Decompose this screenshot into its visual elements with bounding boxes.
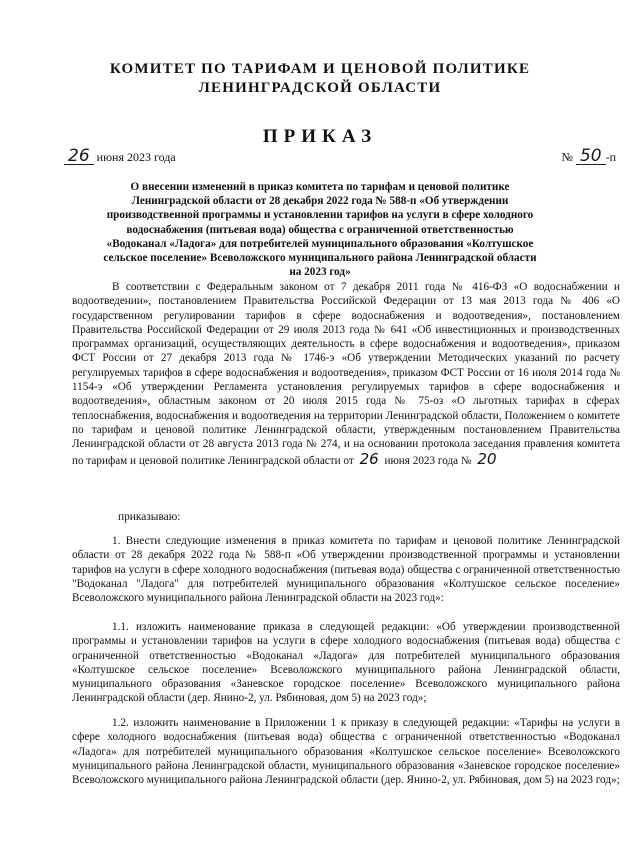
handwritten-number: 50 [576, 148, 606, 165]
handwritten-protocol-number: 20 [477, 449, 497, 468]
document-type: ПРИКАЗ [262, 126, 378, 147]
number-suffix: -п [605, 150, 616, 164]
handwritten-protocol-day: 26 [359, 449, 379, 468]
order-subject: О внесении изменений в приказ комитета по тарифам и ценовой политике Ленинградской области от 28 декабря 2022 года № 588-п «Об утверждении производственной программы и установлении тарифов на услуги в сфере холодного водоснабжения (питьевая вода) общества с ограниченной ответственностью «Водоканал «Ладога» для потребителей муниципального образования «Колтушское сельское поселение» Всеволожского муниципального района Ленинградской области на 2023 год» [103, 181, 537, 279]
authority-line-2: ЛЕНИНГРАДСКОЙ ОБЛАСТИ [198, 80, 442, 96]
preamble-text: В соответствии с Федеральным законом от 7 декабря 2011 года № 416-ФЗ «О водоснабжении и водоотведении», постановлением Правительства Российской Федерации от 13 мая 2013 года № 406 «О государственном регулировании тарифов в сфере водоснабжения и водоотведения», постановлением Правительства Российской Федерации от 29 июля 2013 года № 641 «Об инвестиционных и производственных программах организаций, осуществляющих деятельность в сфере водоснабжения и водоотведения», приказом ФСТ России от 27 декабря 2013 года № 1746-э «Об утверждении Методических указаний по расчету регулируемых тарифов в сфере водоснабжения и водоотведения», приказом ФСТ России от 16 июля 2014 года № 1154-э «Об утверждении Регламента установления регулируемых тарифов в сфере водоснабжения и водоотведения», областным законом от 20 июля 2015 года № 75-оз «О льготных тарифах в сферах теплоснабжения, водоснабжения и водоотведения на территории Ленинградской области, Положением о комитете по тарифам и ценовой политике Ленинградской области, утвержденным постановлением Правительства Ленинградской области от 28 августа 2013 года № 274, и на основании протокола заседания правления комитета по тарифам и ценовой политике Ленинградской области от [72, 281, 620, 467]
protocol-middle: июня 2023 года № [384, 454, 472, 467]
order-number [561, 148, 616, 165]
item-1-2: 1.2. изложить наименование в Приложении 1 к приказу в следующей редакции: «Тарифы на услуги в сфере холодного водоснабжения (питьевая вода) общества с ограниченной ответственностью «Водоканал «Ладога» для потребителей муниципального образования «Колтушское сельское поселение» Всеволожского муниципального района Ленинградской области, муниципального образования «Заневское городское поселение» Всеволожского муниципального района Ленинградской области (дер. Янино-2, ул. Рябиновая, дом 5) на 2023 год»; [72, 717, 620, 787]
issuing-authority [0, 60, 640, 98]
number-prefix: № [561, 150, 573, 164]
order-word: приказываю: [118, 511, 181, 523]
item-1: 1. Внести следующие изменения в приказ комитета по тарифам и ценовой политике Ленинградской области от 28 декабря 2022 года № 588-п «Об утверждении производственной программы и установлении тарифов на услуги в сфере холодного водоснабжения (питьевая вода) общества с ограниченной ответственностью "Водоканал "Ладога" для потребителей муниципального образования «Колтушское сельское поселение» Всеволожского муниципального района Ленинградской области на 2023 год»: [72, 535, 620, 605]
handwritten-day: 26 [64, 148, 94, 165]
authority-line-1: КОМИТЕТ ПО ТАРИФАМ И ЦЕНОВОЙ ПОЛИТИКЕ [109, 61, 531, 77]
date-month-year: июня 2023 года [96, 150, 176, 164]
item-1-1: 1.1. изложить наименование приказа в следующей редакции: «Об утверждении производственной программы и установлении тарифов на услуги в сфере холодного водоснабжения (питьевая вода) общества с ограниченной ответственностью «Водоканал «Ладога» для потребителей муниципального образования «Колтушское сельское поселение» Всеволожского муниципального района Ленинградской области, муниципального образования «Заневское городское поселение» Всеволожского муниципального района Ленинградской области (дер. Янино-2, ул. Рябиновая, дом 5) на 2023 год»; [72, 621, 620, 705]
order-date [64, 148, 176, 165]
preamble-paragraph [72, 280, 620, 468]
